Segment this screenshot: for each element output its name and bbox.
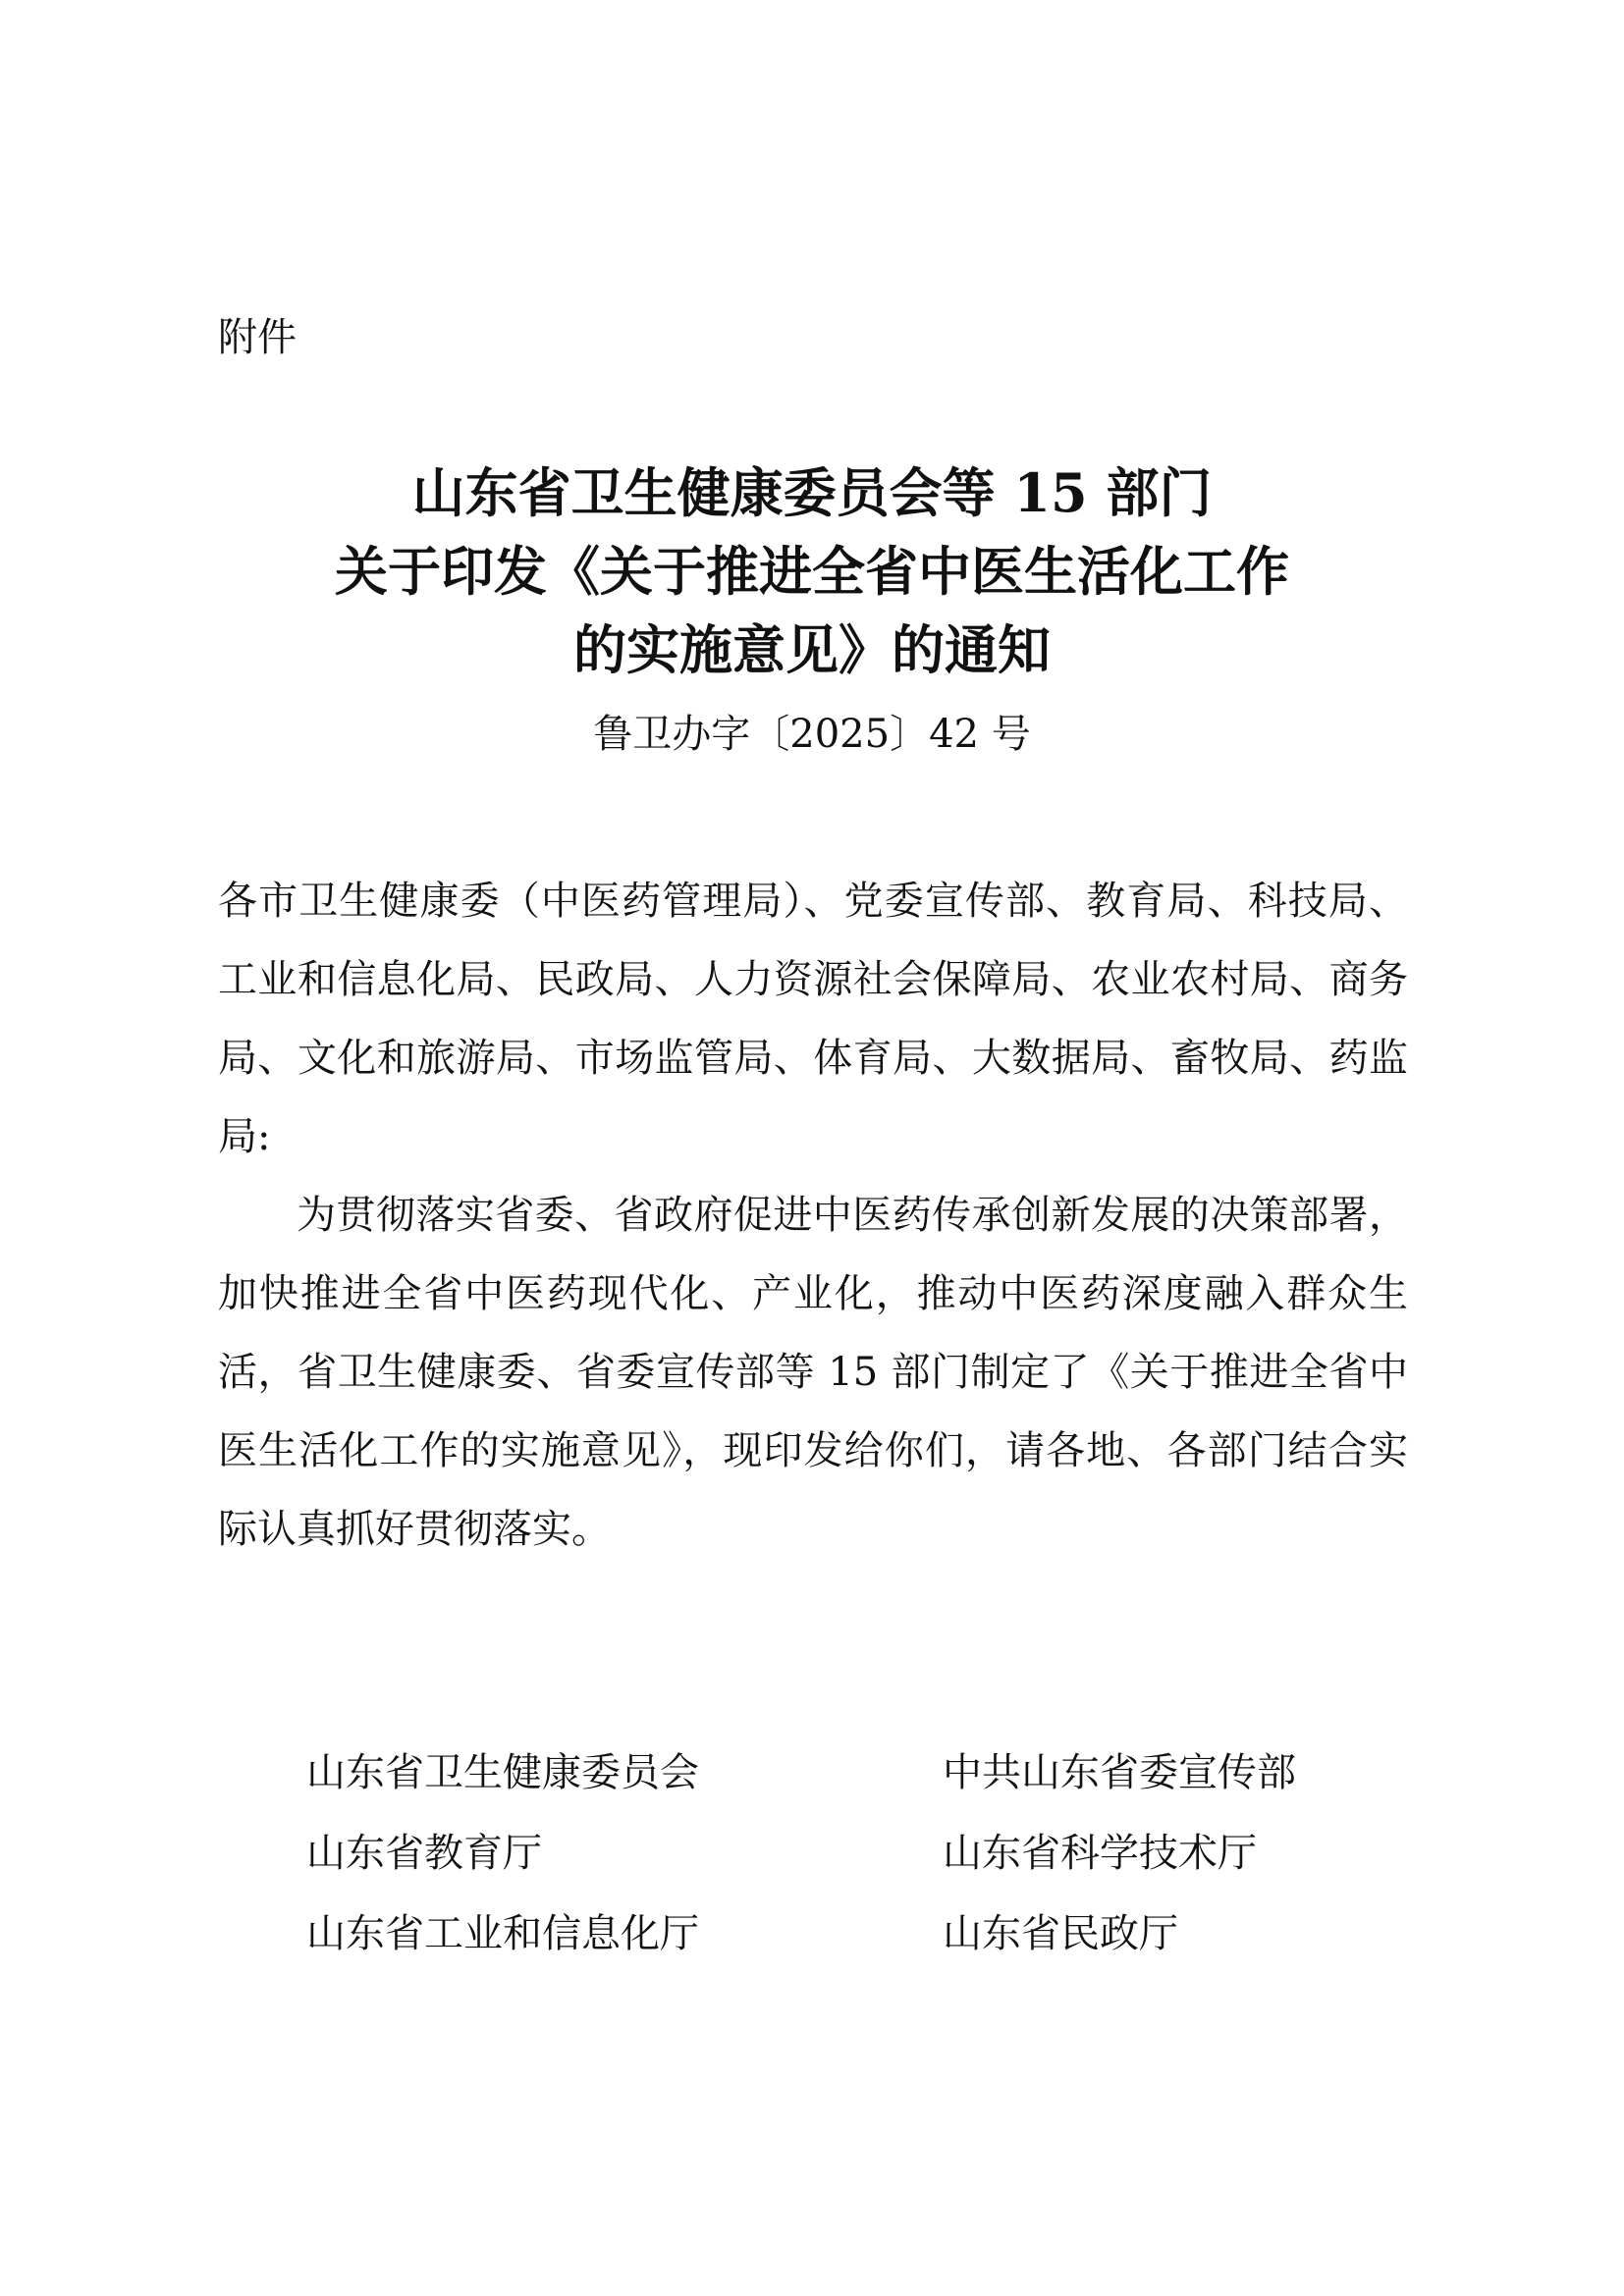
title-line-2: 关于印发《关于推进全省中医生活化工作 — [335, 540, 1289, 603]
body-paragraph: 为贯彻落实省委、省政府促进中医药传承创新发展的决策部署，加快推进全省中医药现代化、产业化，推动中医药深度融入群众生活，省卫生健康委、省委宣传部等 15 部门制定了《关于推进全省中医生活化工作的实施意见》，现印发给你们，请各地、各部门结合实际认真抓好贯彻落实。 — [218, 1193, 1408, 1552]
attachment-label: 附件 — [218, 315, 297, 360]
title-line-3: 的实施意见》的通知 — [573, 618, 1051, 681]
signatory: 山东省工业和信息化厅 — [306, 1911, 699, 1956]
title-line-1: 山东省卫生健康委员会等 15 部门 — [411, 461, 1213, 524]
signatory: 山东省科学技术厅 — [943, 1831, 1257, 1876]
addressee-paragraph: 各市卫生健康委（中医药管理局）、党委宣传部、教育局、科技局、工业和信息化局、民政局、人力资源社会保障局、农业农村局、商务局、文化和旅游局、市场监管局、体育局、大数据局、畜牧局、药监局: — [218, 879, 1408, 1159]
document-title — [0, 454, 1624, 689]
signatory: 山东省卫生健康委员会 — [306, 1750, 699, 1795]
document-number: 鲁卫办字〔2025〕42 号 — [593, 712, 1031, 757]
signatory: 山东省民政厅 — [943, 1911, 1178, 1956]
signatory: 山东省教育厅 — [306, 1831, 542, 1876]
signatory: 中共山东省委宣传部 — [943, 1750, 1296, 1795]
